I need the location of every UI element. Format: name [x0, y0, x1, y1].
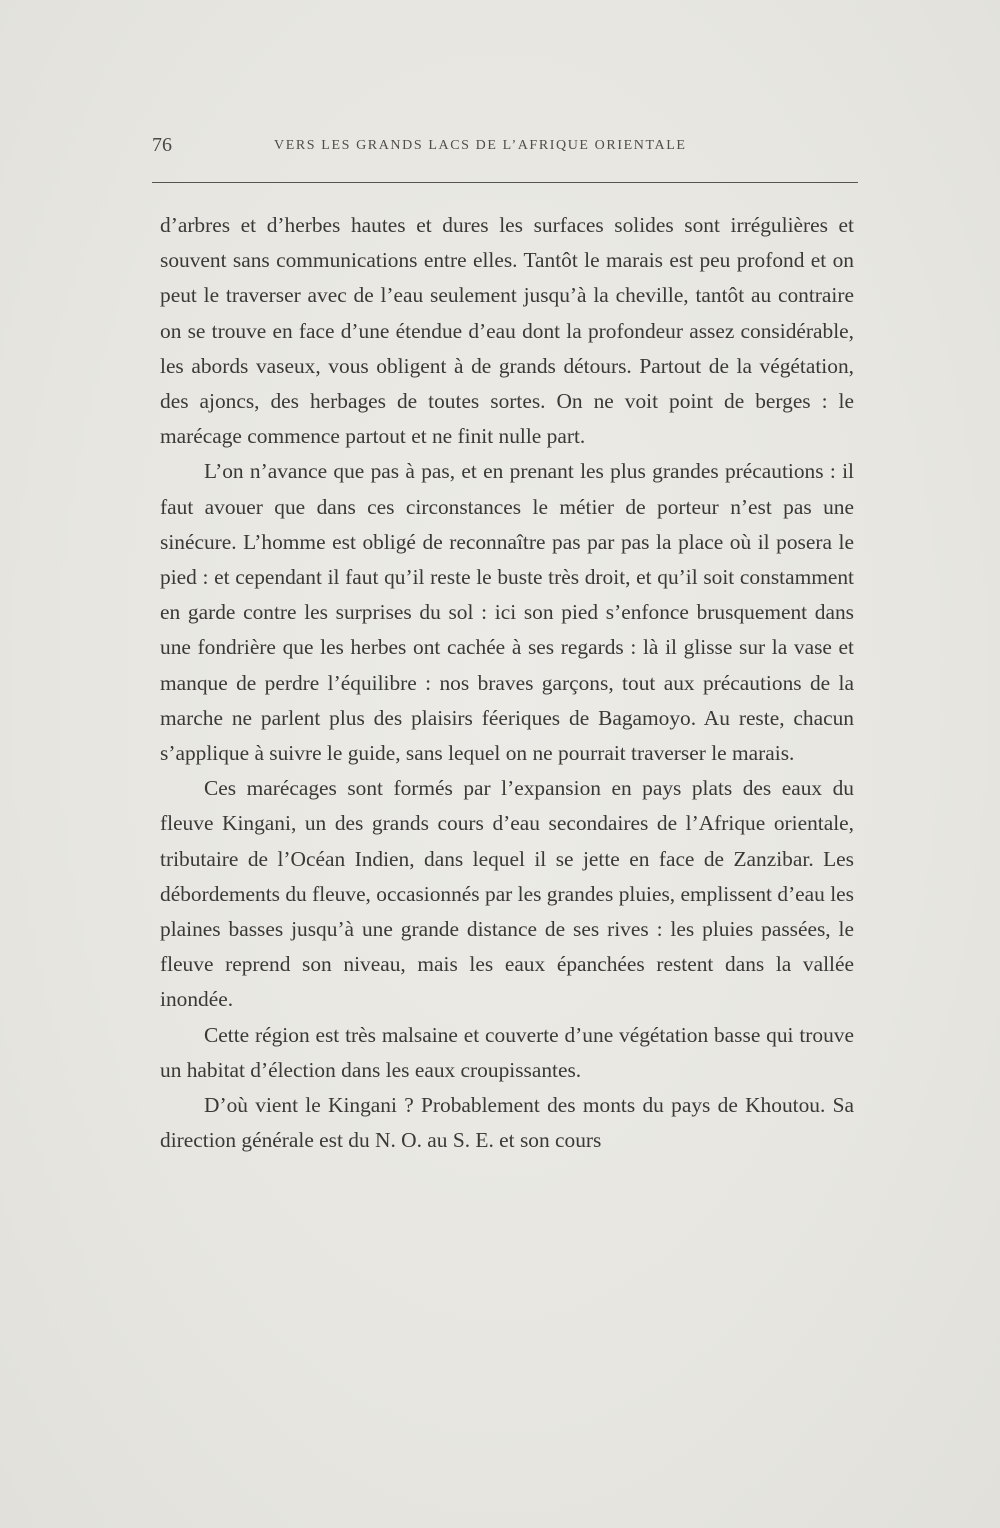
paragraph-4: Cette région est très malsaine et couverte d’une végétation basse qui trouve un habitat d’élection dans les eaux croupissantes. [160, 1022, 854, 1082]
body-text [160, 208, 854, 1158]
paragraph-1: d’arbres et d’herbes hautes et dures les surfaces solides sont irrégulières et souvent sans communications entre elles. Tantôt le marais est peu profond et on peut le traverser avec de l’eau seulement jusqu’à la cheville, tantôt au contraire on se trouve en face d’une étendue d’eau dont la profondeur assez considérable, les abords vaseux, vous obligent à de grands détours. Partout de la végétation, des ajoncs, des herbages de toutes sortes. On ne voit point de berges : le marécage commence partout et ne finit nulle part. [160, 213, 854, 449]
paragraph-3: Ces marécages sont formés par l’expansion en pays plats des eaux du fleuve Kingani, un des grands cours d’eau secondaires de l’Afrique orientale, tributaire de l’Océan Indien, dans lequel il se jette en face de Zanzibar. Les débordements du fleuve, occasionnés par les grandes pluies, emplissent d’eau les plaines basses jusqu’à une grande distance de ses rives : les pluies passées, le fleuve reprend son niveau, mais les eaux épanchées restent dans la vallée inondée. [160, 776, 854, 1012]
paragraph-2: L’on n’avance que pas à pas, et en prenant les plus grandes précautions : il faut avouer que dans ces circonstances le métier de porteur n’est pas une sinécure. L’homme est obligé de reconnaître pas par pas la place où il posera le pied : et cependant il faut qu’il reste le buste très droit, et qu’il soit constamment en garde contre les surprises du sol : ici son pied s’enfonce brusquement dans une fondrière que les herbes ont cachée à ses regards : là il glisse sur la vase et manque de perdre l’équilibre : nos braves garçons, tout aux précautions de la marche ne parlent plus des plaisirs féeriques de Bagamoyo. Au reste, chacun s’applique à suivre le guide, sans lequel on ne pourrait traverser le marais. [160, 459, 854, 766]
running-title: VERS LES GRANDS LACS DE L’AFRIQUE ORIENTALE [274, 138, 687, 153]
page-number: 76 [152, 134, 172, 156]
running-head [152, 134, 858, 164]
header-rule [152, 182, 858, 183]
paragraph-5: D’où vient le Kingani ? Probablement des monts du pays de Khoutou. Sa direction générale est du N. O. au S. E. et son cours [160, 1093, 854, 1153]
